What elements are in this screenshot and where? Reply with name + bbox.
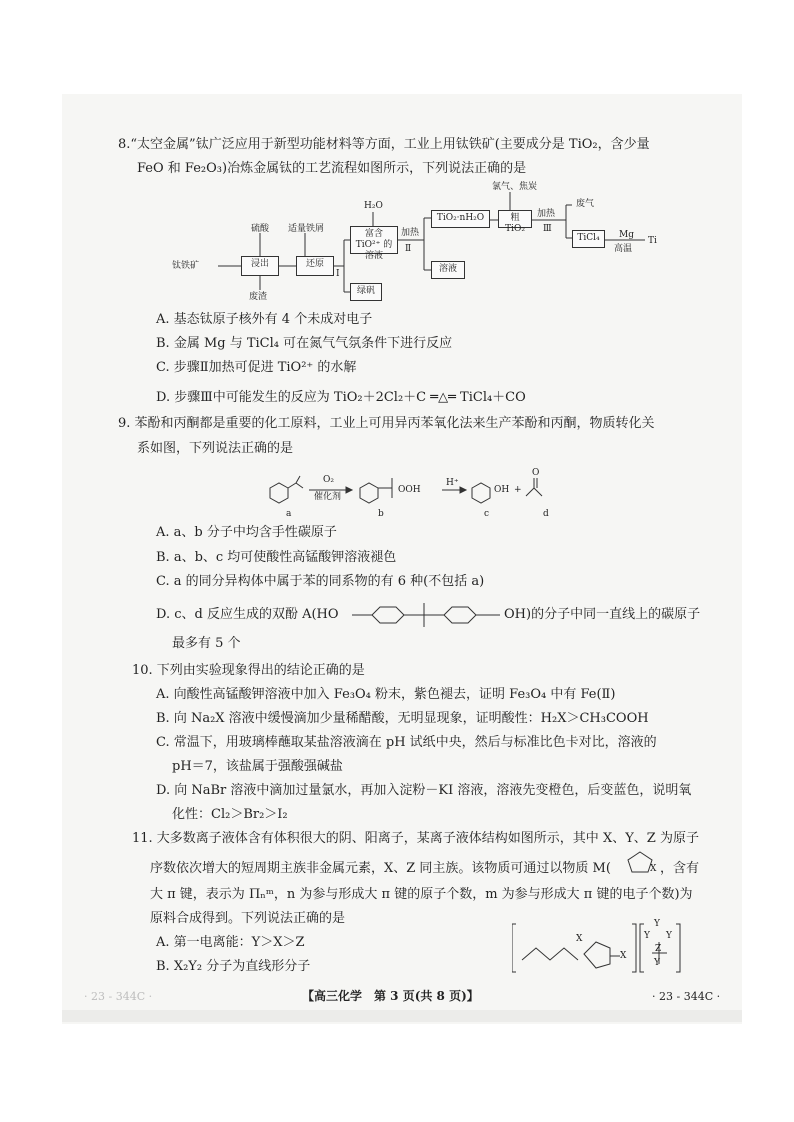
flow-waste-gas: 废气 [576,199,595,209]
scheme-plus-sign: + [514,485,522,495]
paper-bottom-edge [62,1010,742,1022]
ion-y-top: Y [654,919,660,929]
flow-heat2-label: 加热 [537,209,556,219]
q8-option-d: D. 步骤Ⅲ中可能发生的反应为 TiO₂＋2Cl₂＋C ═△═ TiCl₄＋CO [156,390,526,405]
bisphenol-a-structure [352,598,502,628]
q9-option-a: A. a、b 分子中均含手性碳原子 [156,525,337,540]
q9-stem-line1: 9. 苯酚和丙酮都是重要的化工原料，工业上可用异丙苯氧化法来生产苯酚和丙酮，物质转化关 [118,416,655,431]
scheme-label-b: b [378,509,384,519]
q9-option-b: B. a、b、c 均可使酸性高锰酸钾溶液褪色 [156,550,397,565]
ion-x-tail-label: X [620,951,627,961]
q10-option-d-cont: 化性：Cl₂＞Br₂＞I₂ [172,807,288,822]
footer-code-left: · 23 - 344C · [84,990,153,1003]
flow-ore: 钛铁矿 [172,261,200,271]
flow-crude-tio2-box: 粗 TiO₂ [498,210,532,228]
flow-tio-solution-box: 富含 TiO²⁺ 的溶液 [350,226,398,254]
q9-option-d-tail: 最多有 5 个 [172,636,241,651]
flow-heat-label: 加热 [401,228,420,238]
ion-x-ring-label: X [576,934,583,944]
flow-ticl4-box: TiCl₄ [572,230,605,248]
footer-code-right: · 23 - 344C · [652,990,721,1003]
scheme-label-a: a [286,509,292,519]
q9-stem-line2: 系如图，下列说法正确的是 [137,441,294,456]
ion-y-bottom: Y [654,958,660,968]
q10-option-c: C. 常温下，用玻璃棒蘸取某盐溶液滴在 pH 试纸中央，然后与标准比色卡对比，溶液的 [156,735,657,750]
q8-option-c: C. 步骤Ⅱ加热可促进 TiO²⁺ 的水解 [156,360,357,375]
flow-reduce-box: 还原 [296,256,334,276]
flow-leach-box: 浸出 [241,256,279,276]
scheme-label-c: c [484,509,490,519]
flow-mg-label: Mg [619,230,634,240]
flow-chlorine-coke: 氯气、焦炭 [492,182,538,192]
flow-high-temp-label: 高温 [614,244,633,254]
q11-option-a: A. 第一电离能：Y＞X＞Z [156,935,305,950]
flow-step1-label: Ⅰ [336,269,340,279]
flow-h2o: H₂O [364,201,383,211]
molecule-m-x-label: X [650,864,657,874]
flow-filtrate-box: 溶液 [431,261,465,279]
flow-step3-label: Ⅲ [543,224,552,234]
scheme-h-plus-label: H⁺ [446,478,459,488]
ion-z-center: Z [655,944,662,954]
reaction-structures [0,0,794,530]
q9-option-d-end: OH)的分子中同一直线上的碳原子 [504,607,701,622]
flow-iron-powder: 适量铁屑 [288,224,325,234]
ion-y-left: Y [644,931,650,941]
q8-option-a: A. 基态钛原子核外有 4 个未成对电子 [156,312,373,327]
q8-stem-line1: 8.“太空金属”钛广泛应用于新型功能材料等方面，工业上用钛铁矿(主要成分是 TiO₂，含少量 [118,137,650,152]
flow-tio2-hydrate-box: TiO₂·nH₂O [431,210,490,228]
flow-ti-product: Ti [648,236,657,246]
q10-option-b: B. 向 Na₂X 溶液中缓慢滴加少量稀醋酸，无明显现象，证明酸性：H₂X＞CH₃COOH [156,711,649,726]
scheme-o2-label: O₂ [323,475,334,485]
ionic-liquid-structure [512,920,692,982]
q11-line3: 大 π 键，表示为 Πₙᵐ，n 为参与形成大 π 键的原子个数，m 为参与形成大 π 键的电子个数)为 [150,887,693,902]
q8-option-b: B. 金属 Mg 与 TiCl₄ 可在氮气气氛条件下进行反应 [156,336,453,351]
q9-option-c: C. a 的同分异构体中属于苯的同系物的有 6 种(不包括 a) [156,574,485,589]
q10-stem: 10. 下列由实验现象得出的结论正确的是 [132,663,365,678]
scheme-ooh-group: OOH [398,485,421,495]
q11-line2: 序数依次增大的短周期主族非金属元素，X、Z 同主族。该物质可通过以物质 M( [150,861,611,876]
q11-line4: 原料合成得到。下列说法正确的是 [150,911,346,926]
q10-option-c-cont: pH＝7，该盐属于强酸强碱盐 [172,759,343,774]
q10-option-d: D. 向 NaBr 溶液中滴加过量氯水，再加入淀粉－KI 溶液，溶液先变橙色，后变蓝色，说明氧 [156,783,692,798]
q9-option-d-start: D. c、d 反应生成的双酚 A(HO [156,607,339,622]
flow-green-vitriol-box: 绿矾 [350,283,382,301]
q10-option-a: A. 向酸性高锰酸钾溶液中加入 Fe₃O₄ 粉末，紫色褪去，证明 Fe₃O₄ 中有 Fe(Ⅱ) [156,687,616,702]
scheme-carbonyl-o: O [532,468,540,478]
scheme-catalyst-label: 催化剂 [314,492,342,502]
q11-line2-tail: ，含有 [660,861,700,876]
q11-option-b: B. X₂Y₂ 分子为直线形分子 [156,959,311,974]
scheme-oh-group: OH [494,485,510,495]
footer-page-label: 【高三化学 第 3 页(共 8 页)】 [302,989,479,1003]
q8-stem-line2: FeO 和 Fe₂O₃)冶炼金属钛的工艺流程如图所示，下列说法正确的是 [137,161,527,176]
q11-line1: 11. 大多数离子液体含有体积很大的阴、阳离子，某离子液体结构如图所示，其中 X、Y、Z 为原子 [132,831,699,846]
flow-step2-label: Ⅱ [405,244,412,254]
scheme-label-d: d [543,509,549,519]
flow-residue: 废渣 [249,292,268,302]
ion-y-right: Y [666,931,672,941]
flow-acid: 硫酸 [251,224,270,234]
